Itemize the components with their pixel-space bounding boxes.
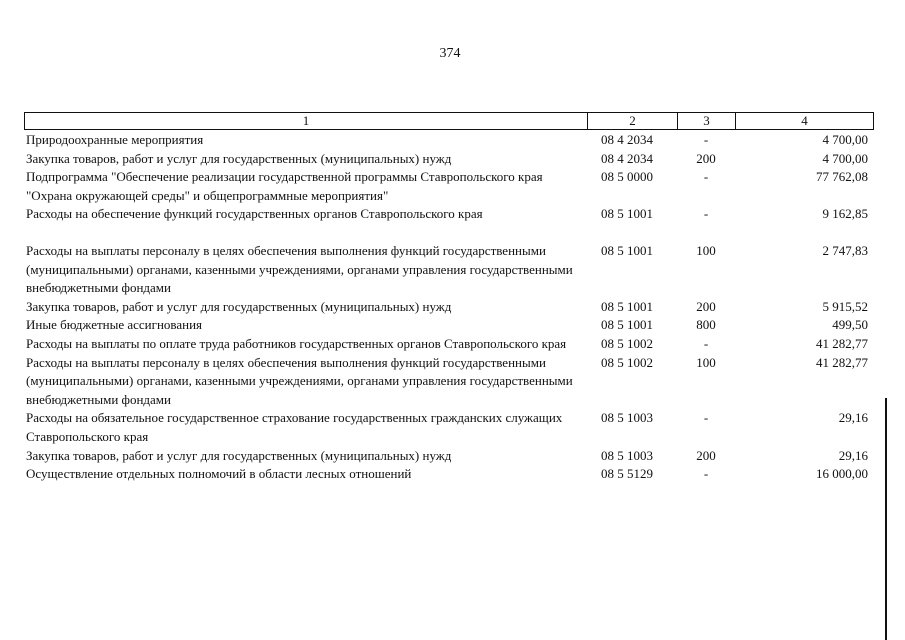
table-row — [24, 150, 874, 169]
table-row — [24, 205, 874, 224]
header-col-1: 1 — [25, 113, 588, 129]
row-name: Расходы на выплаты персоналу в целях обеспечения выполнения функций государственными (муниципальными) органами, казенными учреждениями, органами управления государственными внебюджетными фондами — [26, 242, 573, 296]
row-amount: 9 162,85 — [822, 206, 868, 222]
row-amount: 29,16 — [838, 410, 868, 426]
table-row — [24, 168, 874, 205]
row-type: - — [703, 206, 709, 222]
row-spacer — [24, 224, 874, 242]
row-amount: 4 700,00 — [822, 150, 868, 166]
row-name: Расходы на обеспечение функций государственных органов Ставропольского края — [26, 206, 483, 222]
page-number: 374 — [439, 46, 461, 61]
row-code: 08 4 2034 — [601, 150, 653, 166]
row-code: 08 5 1001 — [601, 206, 653, 222]
row-amount: 4 700,00 — [822, 132, 868, 147]
row-type: - — [703, 132, 709, 147]
row-code: 08 5 1002 — [601, 354, 653, 370]
table-row — [24, 335, 874, 354]
row-name: Расходы на обязательное государственное страхование государственных гражданских служащих Ставропольского края — [26, 410, 563, 444]
row-code: 08 5 1002 — [601, 335, 653, 351]
row-type: - — [703, 410, 709, 426]
row-amount: 77 762,08 — [816, 169, 868, 185]
row-name: Расходы на выплаты персоналу в целях обеспечения выполнения функций государственными (муниципальными) органами, казенными учреждениями, органами управления государственными внебюджетными фондами — [26, 354, 573, 407]
header-col-3: 3 — [678, 113, 736, 129]
row-type: - — [703, 169, 709, 185]
row-amount: 499,50 — [832, 317, 868, 333]
table-body — [24, 131, 874, 484]
header-col-2: 2 — [588, 113, 678, 129]
row-code: 08 5 1003 — [601, 447, 653, 463]
row-amount: 2 747,83 — [822, 242, 868, 258]
table-row — [24, 409, 874, 446]
row-code: 08 5 1003 — [601, 410, 653, 426]
row-type: 100 — [696, 354, 716, 370]
row-amount: 16 000,00 — [816, 466, 868, 482]
row-code: 08 4 2034 — [601, 132, 653, 147]
row-type: 800 — [696, 317, 716, 333]
table-row — [24, 242, 874, 298]
row-code: 08 5 1001 — [601, 317, 653, 333]
row-amount: 5 915,52 — [822, 298, 868, 314]
row-type: 200 — [696, 150, 716, 166]
header-col-4: 4 — [801, 113, 808, 128]
row-name: Закупка товаров, работ и услуг для государственных (муниципальных) нужд — [26, 447, 452, 463]
row-name: Подпрограмма "Обеспечение реализации государственной программы Ставропольского края "Охрана окружающей среды" и общепрограммные мероприятия" — [26, 169, 543, 203]
table-row — [24, 131, 874, 150]
row-code: 08 5 1001 — [601, 242, 653, 258]
row-type: 200 — [696, 447, 716, 463]
table-row — [24, 354, 874, 410]
row-code: 08 5 0000 — [601, 169, 653, 185]
row-type: 200 — [696, 298, 716, 314]
table-header — [24, 112, 874, 130]
row-code: 08 5 5129 — [601, 466, 653, 482]
row-name: Осуществление отдельных полномочий в области лесных отношений — [26, 466, 412, 482]
row-name: Закупка товаров, работ и услуг для государственных (муниципальных) нужд — [26, 150, 452, 166]
row-type: 100 — [696, 242, 716, 258]
row-name: Иные бюджетные ассигнования — [26, 317, 203, 333]
row-name: Закупка товаров, работ и услуг для государственных (муниципальных) нужд — [26, 298, 452, 314]
row-amount: 29,16 — [838, 447, 868, 463]
row-name: Природоохранные мероприятия — [26, 132, 204, 147]
row-amount: 41 282,77 — [816, 354, 868, 370]
table-row — [24, 298, 874, 317]
table-row — [24, 316, 874, 335]
table-row — [24, 447, 874, 466]
row-type: - — [703, 335, 709, 351]
table-row — [24, 465, 874, 484]
row-code: 08 5 1001 — [601, 298, 653, 314]
row-type: - — [703, 466, 709, 482]
row-amount: 41 282,77 — [816, 335, 868, 351]
row-name: Расходы на выплаты по оплате труда работников государственных органов Ставропольского края — [26, 335, 567, 351]
scan-edge-line — [885, 398, 887, 640]
